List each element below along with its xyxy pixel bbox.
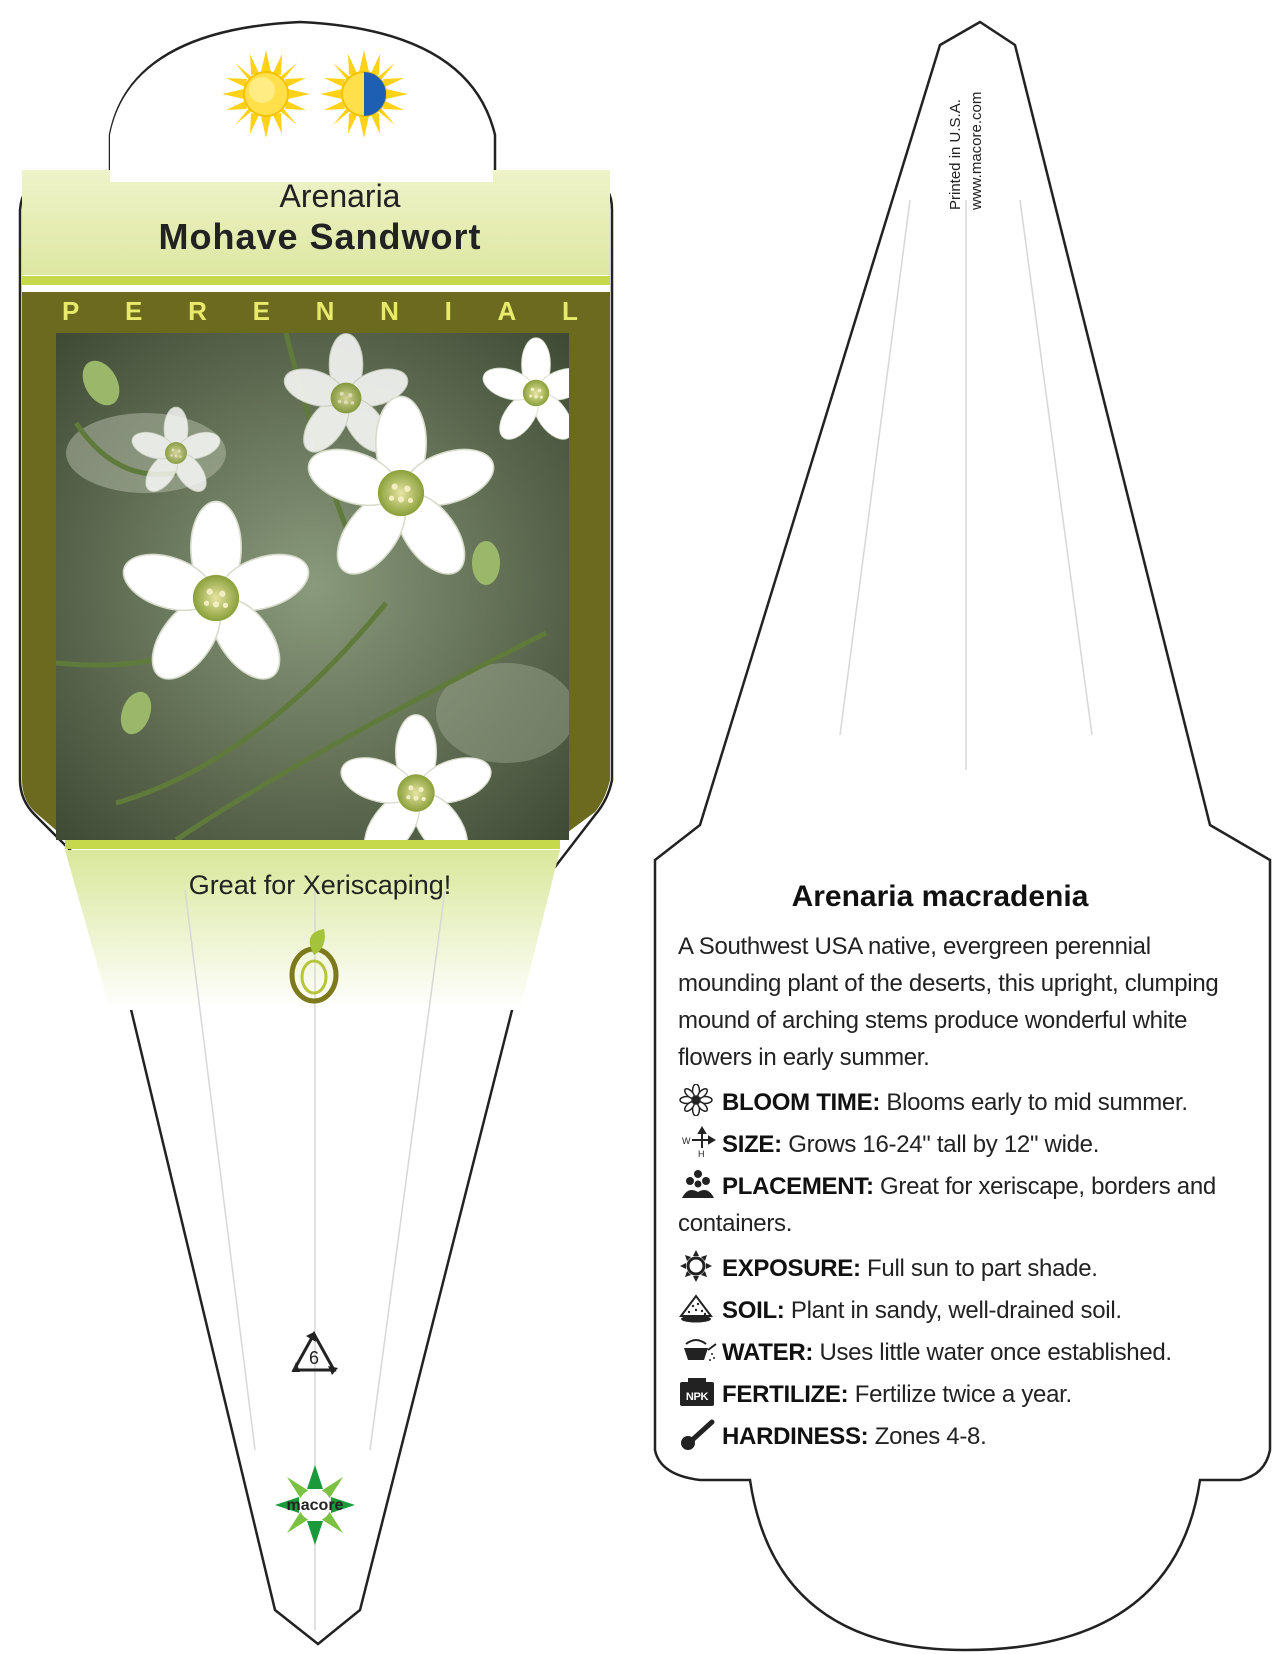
brand-name: macore [286, 1497, 344, 1514]
care-label: FERTILIZE: [722, 1381, 849, 1408]
npk-icon [678, 1376, 718, 1408]
care-row-exposure [678, 1250, 1238, 1287]
printed-in: Printed in U.S.A. [947, 99, 964, 210]
macore-logo [270, 1460, 360, 1550]
common-name: Mohave Sandwort [158, 216, 482, 257]
care-text: Great for xeriscape, borders and containers. [678, 1173, 1216, 1237]
care-row-bloom-time [678, 1084, 1238, 1121]
sun-icon [678, 1250, 718, 1282]
svg-text:W: W [682, 1136, 691, 1146]
category-letter: R [188, 296, 207, 326]
plant-photo [56, 333, 569, 840]
care-row-size [678, 1126, 1238, 1163]
soil-icon [678, 1292, 718, 1324]
website: www.macore.com [968, 91, 985, 210]
care-text: Fertilize twice a year. [854, 1381, 1072, 1408]
care-text: Zones 4-8. [874, 1423, 987, 1450]
category-letter: L [562, 296, 578, 326]
category-letter: I [444, 296, 452, 326]
care-row-hardiness [678, 1418, 1238, 1455]
title-band-stripe [22, 276, 610, 285]
part-shade-icon [320, 50, 408, 138]
category-letter: N [315, 296, 335, 326]
svg-text:H: H [698, 1149, 705, 1158]
category-label [40, 296, 600, 327]
genus-name: Arenaria [279, 178, 401, 214]
care-label: EXPOSURE: [722, 1255, 861, 1282]
recycle-icon [286, 1328, 342, 1384]
full-sun-icon [222, 50, 310, 138]
watering-can-icon [678, 1334, 718, 1366]
care-text: Grows 16-24" tall by 12" wide. [788, 1131, 1100, 1158]
scientific-name: Arenaria macradenia [791, 880, 1089, 913]
category-letter: N [380, 296, 399, 326]
care-label: SOIL: [722, 1297, 785, 1324]
category-letter: A [497, 296, 517, 326]
placement-icon [678, 1168, 718, 1200]
category-letter: E [125, 296, 143, 326]
care-label: WATER: [722, 1339, 814, 1366]
care-label: PLACEMENT: [722, 1173, 874, 1200]
care-text: Plant in sandy, well-drained soil. [790, 1297, 1122, 1324]
category-letter: E [252, 296, 270, 326]
care-label: SIZE: [722, 1131, 782, 1158]
care-text: Uses little water once established. [819, 1339, 1172, 1366]
care-text: Full sun to part shade. [867, 1255, 1098, 1282]
sprout-icon [284, 925, 344, 1005]
care-row-placement [678, 1168, 1238, 1242]
care-row-water [678, 1334, 1238, 1371]
care-text: Blooms early to mid summer. [886, 1089, 1188, 1116]
size-icon [678, 1126, 718, 1158]
lower-band-stripe [65, 840, 560, 849]
care-label: HARDINESS: [722, 1423, 869, 1450]
care-label: BLOOM TIME: [722, 1089, 881, 1116]
description: A Southwest USA native, evergreen perennial mounding plant of the deserts, this upright, clumping mound of arching stems produce wonderful white flowers in early summer. [678, 933, 1219, 1071]
thermometer-icon [678, 1418, 718, 1450]
recycle-number: 6 [308, 1348, 320, 1368]
category-letter: P [62, 296, 80, 326]
care-row-soil [678, 1292, 1238, 1329]
tagline: Great for Xeriscaping! [188, 870, 452, 900]
care-row-fertilize [678, 1376, 1238, 1413]
npk-label: NPK [685, 1391, 709, 1403]
flower-icon [678, 1084, 718, 1116]
